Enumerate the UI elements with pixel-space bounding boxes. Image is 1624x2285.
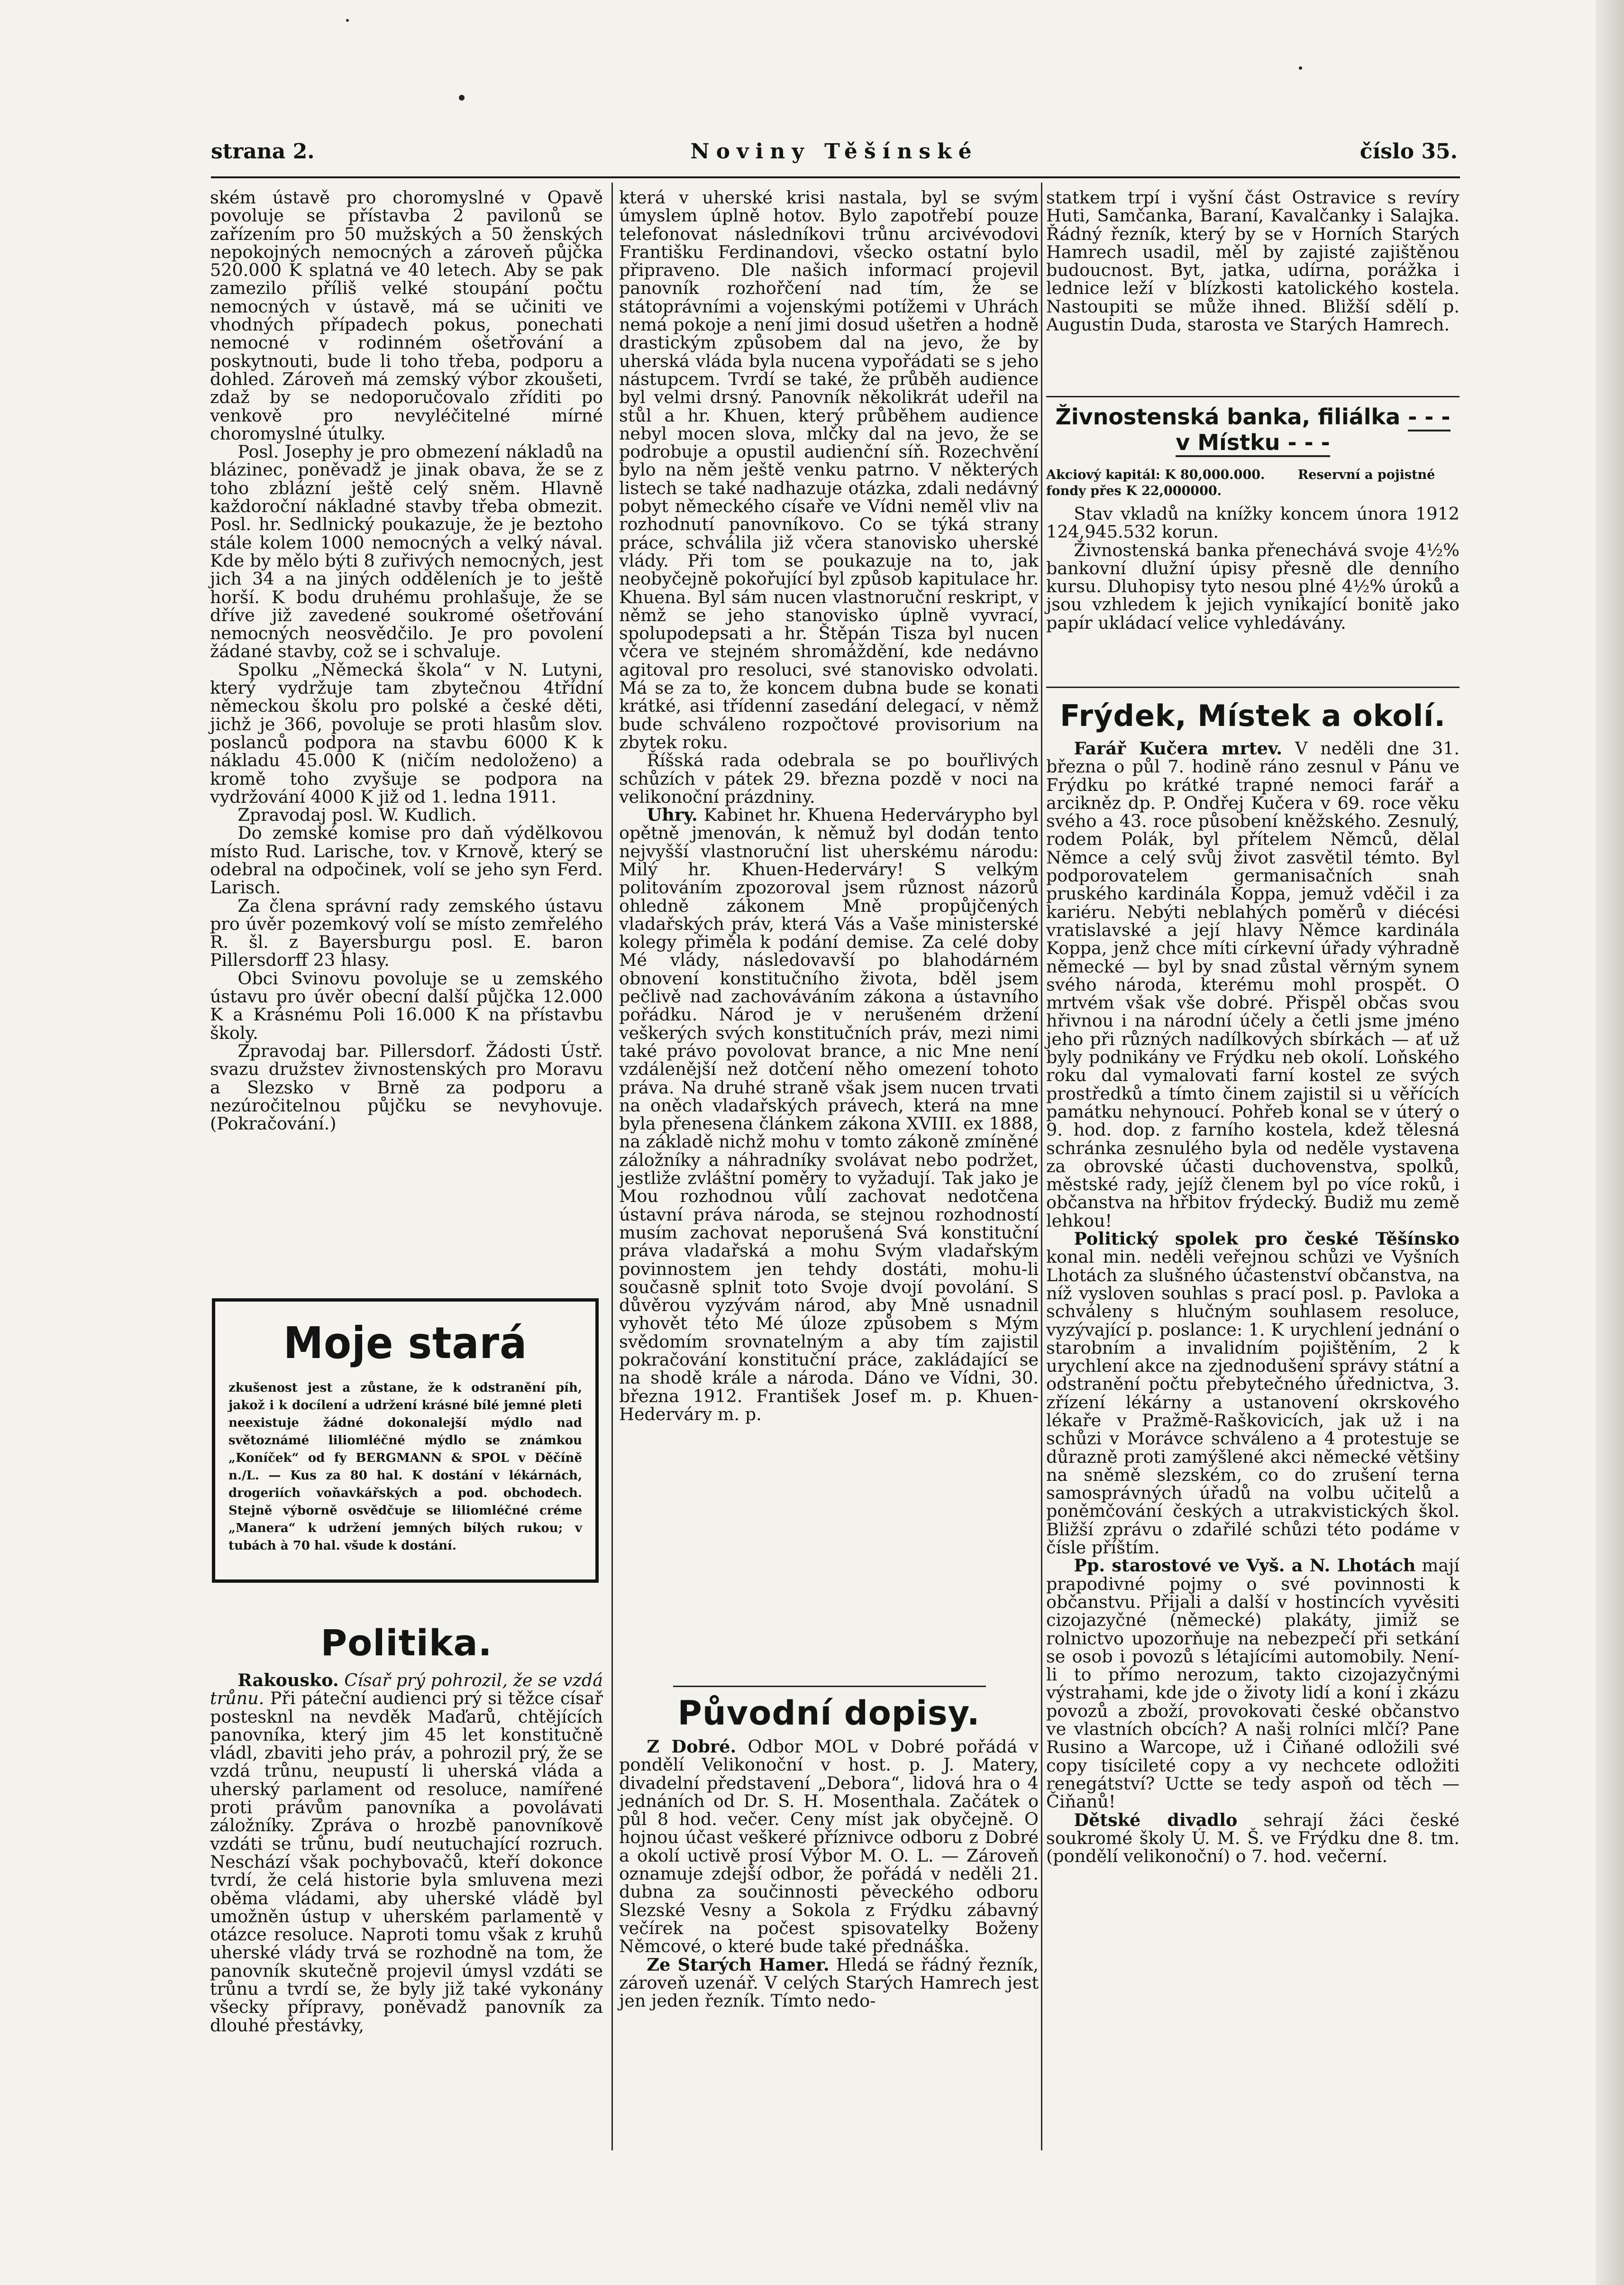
frydek-article	[1046, 740, 1460, 1865]
puvodni-article	[619, 1738, 1039, 2010]
article-paragraph: ském ústavě pro choromyslné v Opavě povoluje se přístavba 2 pavilonů se zařízením pro 50 mužských a 50 ženských nepokojných nemocných a zároveň půjčka 520.000 K splatná ve 40 letech. Aby se pak zamezilo příliš velké stoupání počtu nemocných v ústavě, má se učiniti ve vhodných případech pokus, ponechati nemocné v rodinném ošetřování a poskytnouti, bude li toho třeba, podporu a dohled. Zároveň má zemský výbor zkoušeti, zdaž by se nedoporučovalo zříditi po venkově pro nevyléčitelné mírné choromyslné útulky.	[210, 187, 603, 444]
article-text: V neděli dne 31. března o půl 7. hodině ráno zesnul v Pánu ve Frýdku po krátké trapné nemoci farář a arcikněz dp. P. Ondřej Kučera v 69. roce věku svého a 43. roce působení kněžského. Zesnulý, rodem Polák, byl přítelem Němců, dělal Němce a celý svůj život zasvětil témto. Byl podporovatelem germanisačních snah pruského kardinála Koppa, jemuž vděčil i za kariéru. Nebýti neblahých poměrů v diécési vratislavské a její hlavy Němce kardinála Koppa, jenž chce míti církevní úřady výhradně německé — byl by snad zůstal věrným synem svého národa, kterému mohl prospět. O mrtvém však vše dobré. Přispěl občas svou hřivnou i na národní účely a četli jsme jméno jeho při různých nadílkových sbírkách — ať už byly podnikány ve Frýdku neb okolí. Loňského roku dal vymalovati farní kostel ze svých prostředků a tímto činem zajistil si u věřících památku nehynoucí. Pohřeb konal se v úterý o 9. hod. dop. z farního kostela, kdež tělesná schránka zesnulého byla od neděle vystavena za obrovské účasti duchovenstva, spolků, městské rady, jejíž členem byl po více roků, i občanstva na hřbitov frýdecký. Budiž mu země lehkou!	[1046, 738, 1460, 1231]
bank-reserve: Reservní a pojistné fondy přes K 22,000000.	[1046, 468, 1435, 498]
article-paragraph: Do zemské komise pro daň výdělkovou místo Rud. Larische, tov. v Krnově, který se odebral na odpočinek, volí se jeho syn Ferd. Larisch.	[210, 823, 603, 898]
article-paragraph: Stav vkladů na knížky koncem února 1912 124,945.532 korun.	[1046, 504, 1460, 542]
bank-advertisement-text	[1046, 505, 1460, 632]
column-rule	[1041, 183, 1042, 2150]
column-1	[210, 189, 603, 1133]
article-paragraph: která v uherské krisi nastala, byl se svým úmyslem úplně hotov. Bylo zapotřebí pouze telefonovat následníkovi trůnu arcivévodovi Františku Ferdinandovi, všecko ostatní bylo připraveno. Dle našich informací projevil panovník rozhořčení nad tím, že se státoprávními a vojenskými potížemi v Uhrách nemá pokoje a není jimi dosud ušetřen a hodně drastickým způsobem dal na jevo, že by uherská vláda byla nucena vypořádati se s jeho nástupcem. Tvrdí se také, že průběh audience byl velmi drsný. Panovník několikrát udeřil na stůl a hr. Khuen, který průběhem audience nebyl mocen slova, mlčky dal na jevo, že se podrobuje a opustil audienční síň. Rozechvění bylo na něm ještě venku patrno. V některých listech se také nadhazuje otázka, zdali nedávný pobyt německého císaře ve Vídni neměl vliv na rozhodnutí panovníkovo. Co se týká strany práce, schválila již včera stanovisko uherské vlády. Při tom se poukazuje na to, jak neobyčejně pokořující byl způsob kapitulace hr. Khuena. Byl sám nucen vlastnoruční reskript, v němž se jeho stanovisko úplně vyvrací, spolupodepsati a hr. Štěpán Tisza byl nucen včera ve stejném shromáždění, kde nedávno agitoval pro resoluci, své stanovisko odvolati. Má se za to, že koncem dubna bude se konati krátké, asi třídenní zasedání delegací, v němž bude schváleno rozpočtové provisorium na zbytek roku.	[619, 187, 1039, 752]
article-lead: Pp. starostové ve Vyš. a N. Lhotách	[1074, 1555, 1416, 1576]
bank-capital-info	[1046, 467, 1460, 499]
column-rule	[611, 183, 613, 2150]
section-divider	[673, 1686, 986, 1687]
ad-body: zkušenost jest a zůstane, že k odstranění píh, jakož i k docílení a udržení krásné bílé jemné pleti neexistuje žádné dokonalejší mýdlo nad světoznámé liliomléčné mýdlo se známkou „Koníček“ od fy BERGMANN & SPOL v Děčíně n./L. — Kus za 80 hal. K dostání v lékárnách, drogeriích voňavkářských a pod. obchodech. Stejně výborně osvědčuje se liliomléčné créme „Manera“ k udržení jemných bílých rukou; v tubách à 70 hal. všude k dostání.	[228, 1381, 582, 1553]
article-paragraph: Za člena správní rady zemského ústavu pro úvěr pozemkový volí se místo zemřelého R. šl. z Bayersburgu posl. E. baron Pillersdorff 23 hlasy.	[210, 895, 603, 971]
article-lead: Politický spolek pro české Těšínsko	[1074, 1229, 1460, 1249]
column-2	[619, 189, 1039, 1423]
section-title-frydek: Frýdek, Místek a okolí.	[1060, 698, 1446, 733]
article-paragraph: Posl. Josephy je pro obmezení nákladů na blázinec, poněvadž je jinak obava, že se z toho zblázní ještě celý sněm. Hlavně každoroční nákladné stavby třeba obmezit. Posl. hr. Sedlnický poukazuje, že je beztoho stále kolem 1000 nemocných a velký nával. Kde by mělo býti 8 zuřivých nemocných, jest jich 34 a na jiných odděleních je to ještě horší. K bodu druhému prohlašuje, že se dříve již zavedené soukromé ošetřování nemocných neosvědčilo. Je pro povolení žádané stavby, což se i schvaluje.	[210, 441, 603, 662]
scan-speck	[1299, 66, 1302, 70]
soap-advertisement	[212, 1298, 599, 1583]
article-text: sehrají žáci české soukromé školy Ú. M. Š. ve Frýdku dne 8. tm. (pondělí velikonoční) o 7. hod. večerní.	[1046, 1809, 1460, 1867]
article-text: Odbor MOL v Dobré pořádá v pondělí Velikonoční v host. p. J. Matery, divadelní představení „Debora“, lidová hra o 4 jednáních od Dr. S. H. Mosenthala. Začátek o půl 8 hod. večer. Ceny míst jak obyčejně. O hojnou účast veškeré příznivce odboru z Dobré a okolí uctivě prosí Výbor M. O. L. — Zároveň oznamuje zdejší odbor, že pořádá v neděli 21. dubna za součinnosti pěveckého odboru Slezské Vesny a Sokola z Frýdku zábavný večírek na počest spisovatelky Boženy Němcové, o které bude také přednáška.	[619, 1736, 1039, 1957]
article-subtitle: Císař prý pohrozil, že se vzdá trůnu.	[210, 1670, 603, 1709]
article-lead: Z Dobré.	[647, 1736, 737, 1757]
article-text: Kabinet hr. Khuena Hedervárypho byl opětně jmenován, k němuž byl dodán tento nejvyšší vlastnoruční list uherskému národu: Milý hr. Khuen-Hederváry! S velkým politováním zpozoroval jsem různost názorů ohledně zákonem Mně propůjčených vladařských práv, která Vás a Vaše ministerské kolegy přiměla k podání demise. Za celé doby Mé vlády, následovavší po blahodárném obnovení konstitučního života, bděl jsem pečlivě nad zachováváním zákona a ústavního pořádku. Národ je v nerušeném držení veškerých svých konstitučních práv, mezi nimi také právo povolovat brance, a nic Mne není vzdálenější než dotčení něho omezení tohoto práva. Na druhé straně však jsem nucen trvati na oněch vladařských právech, která na mne byla přenesena článkem zákona XVIII. ex 1888, na základě nichž mohu v tomto zákoně zmíněné záložníky a náhradníky svolávat nebo podržet, jestliže zvláštní poměry to vyžadují. Tak jako je Mou rozhodnou vůlí zachovat nedotčena ústavní práva národa, se stejnou rozhodností musím zachovat neporušená Svá konstituční práva vladařská a mohu Svým vladařským povinnostem jen tehdy dostáti, mohu-li současně splnit toto Svoje dvojí povolání. S důvěrou vyzývám národ, aby Mně usnadnil vyhovět této Mé úloze způsobem s Mým svědomím srovnatelným a aby tím zajistil pokračování konstituční práce, zakládající se na shodě krále a národa. Dáno ve Vídni, 30. března 1912. František Josef m. p. Khuen-Hederváry m. p.	[619, 805, 1039, 1424]
article-text: Při páteční audienci prý si těžce císař postesknl na nevděk Maďarů, chtějících panovníka, který jim 45 let konstitučně vládl, zbaviti jeho práv, a pohrozil prý, že se vzdá trůnu, neupustí li uherská vláda a uherský parlament od resoluce, namířené proti právům panovníka a povolávati záložníky. Zpráva o hrozbě panovníkově vzdáti se trůnu, budí neutuchající rozruch. Neschází však pochybovačů, kteří dokonce tvrdí, že celá historie byla smluvena mezi oběma vládami, aby uherské vládě byl umožněn ústup v uherském parlamentě v otázce resoluce. Naproti tomu však z kruhů uherské vlády trvá se rozhodně na tom, že panovník skutečně projevil úmysl vzdáti se trůnu a tvrdí se, že byly již také vykonány všecky přípravy, poněvadž panovník za dlouhé přestávky,	[210, 1688, 603, 2036]
bank-capital: Akciový kapitál: K 80,000.000.	[1046, 468, 1265, 482]
column-3	[1046, 189, 1460, 334]
scan-speck	[346, 19, 349, 22]
article-paragraph: Říšská rada odebrala se po bouřlivých schůzích v pátek 29. března pozdě v noci na velikonoční prázdniny.	[619, 750, 1039, 807]
section-divider	[1046, 687, 1460, 688]
article-paragraph: Živnostenská banka přenechává svoje 4½% bankovní dlužní úpisy přesně dle denního kursu. Dluhopisy tyto nesou plné 4½% úroků a jsou vzhledem k jejich vynikající bonitě jako papír ukládací velice vyhledávány.	[1046, 540, 1460, 633]
bank-branch: - - - v Místku - - -	[1176, 404, 1450, 457]
bank-advertisement-heading	[1046, 404, 1460, 455]
article-lead: Farář Kučera mrtev.	[1074, 738, 1283, 759]
section-divider	[1046, 396, 1460, 397]
page-number: strana 2.	[211, 139, 315, 164]
bank-name: Živnostenská banka, filiálka	[1055, 404, 1401, 430]
article-text: Hledá se řádný řezník, zároveň uzenář. V celých Starých Hamrech jest jen jeden řezník. Tímto nedo-	[619, 1954, 1039, 2011]
article-paragraph: Obci Svinovu povoluje se u zemského ústavu pro úvěr obecní další půjčka 12.000 K a Krásnému Poli 16.000 K na přístavbu školy.	[210, 968, 603, 1043]
article-lead: Uhry.	[647, 805, 698, 826]
article-lead: Dětské divadlo	[1074, 1809, 1238, 1830]
article-paragraph: Zpravodaj posl. W. Kudlich.	[237, 805, 477, 826]
header-rule	[211, 176, 1460, 178]
article-paragraph: statkem trpí i vyšní část Ostravice s revíry Huti, Samčanka, Baraní, Kavalčanky i Salajka. Řádný řezník, který by se v Horních Starých Hamrech usadil, měl by zajisté zajištěnou budoucnost. Byt, jatka, udírna, porážka i lednice leží v blízkosti katolického kostela. Nastoupiti se může ihned. Bližší sdělí p. Augustin Duda, starosta ve Starých Hamrech.	[1046, 187, 1460, 335]
article-paragraph: Zpravodaj bar. Pillersdorf. Žádosti Ústř. svazu družstev živnostenských pro Moravu a Slezsko v Brně za podporu a nezúročitelnou půjčku se nevyhovuje. (Pokračování.)	[210, 1040, 603, 1134]
article-lead: Rakousko.	[237, 1670, 339, 1690]
page-header	[211, 138, 1458, 171]
scan-edge	[1596, 0, 1624, 2285]
section-title-politika: Politika.	[320, 1622, 493, 1664]
politika-article	[210, 1671, 603, 2035]
section-title-puvodni: Původní dopisy.	[677, 1694, 980, 1733]
issue-number: číslo 35.	[1359, 139, 1458, 164]
article-text: mají prapodivné pojmy o své povinnosti k občanstvu. Přijali a další v hostincích vyvěsiti cizojazyčné (německé) plakáty, jimiž se rolnictvo upozorňuje na nebezpečí při setkání se osob i povozů s létajícími automobily. Není-li to přímo nerozum, takto cizojazyčnými výstrahami, kde jde o životy lidí a koní i zkázu povozů a zboží, provokovati české občanstvo ve vlastních obcích? A naši rolníci mlčí? Pane Rusino a Warcope, už i Čiňané odložili své copy tisícileté copy a vy nechcete odložiti renegátství? Uctte se tedy aspoň od těch — Čiňanů!	[1046, 1555, 1460, 1812]
scan-speck	[459, 95, 465, 101]
article-paragraph: Spolku „Německá škola“ v N. Lutyni, který vydržuje tam zbytečnou 4třídní německou školu pro polské a české děti, jichž je 366, povoluje se proti hlasům slov. poslanců podpora na stavbu 6000 K k nákladu 45.000 K (ničím nedoloženo) a kromě toho zvyšuje se podpora na vydržování 4000 K již od 1. ledna 1911.	[210, 659, 603, 807]
article-text: konal min. neděli veřejnou schůzi ve Vyšních Lhotách za slušného účastenství občanstva, na níž vysloven souhlas s prací posl. p. Pavloka a schváleny s hlučným souhlasem resoluce, vyzývající p. poslance: 1. K urychlení jednání o starobním a invalidním pojištěním, 2 k urychlení akce na zjednodušení správy státní a odstranění počtu přebytečného úřednictva, 3. zřízení lékárny a ustanovení okrskového lékaře v Pražmě-Raškovicích, jak už i na schůzi v Morávce schváleno a 4 protestuje se důrazně proti zamýšlené akci německé většiny na sněmě slezském, co do zrušení terna samosprávných úřadů na volbu učitelů a poněmčování českých a utrakvistických škol. Bližší zprávu o zdařilé schůzi této podáme v čísle příštím.	[1046, 1247, 1460, 1558]
ad-headline: Moje stará	[283, 1318, 528, 1368]
article-lead: Ze Starých Hamer.	[647, 1954, 830, 1975]
newspaper-title: Noviny Těšínské	[690, 139, 978, 164]
